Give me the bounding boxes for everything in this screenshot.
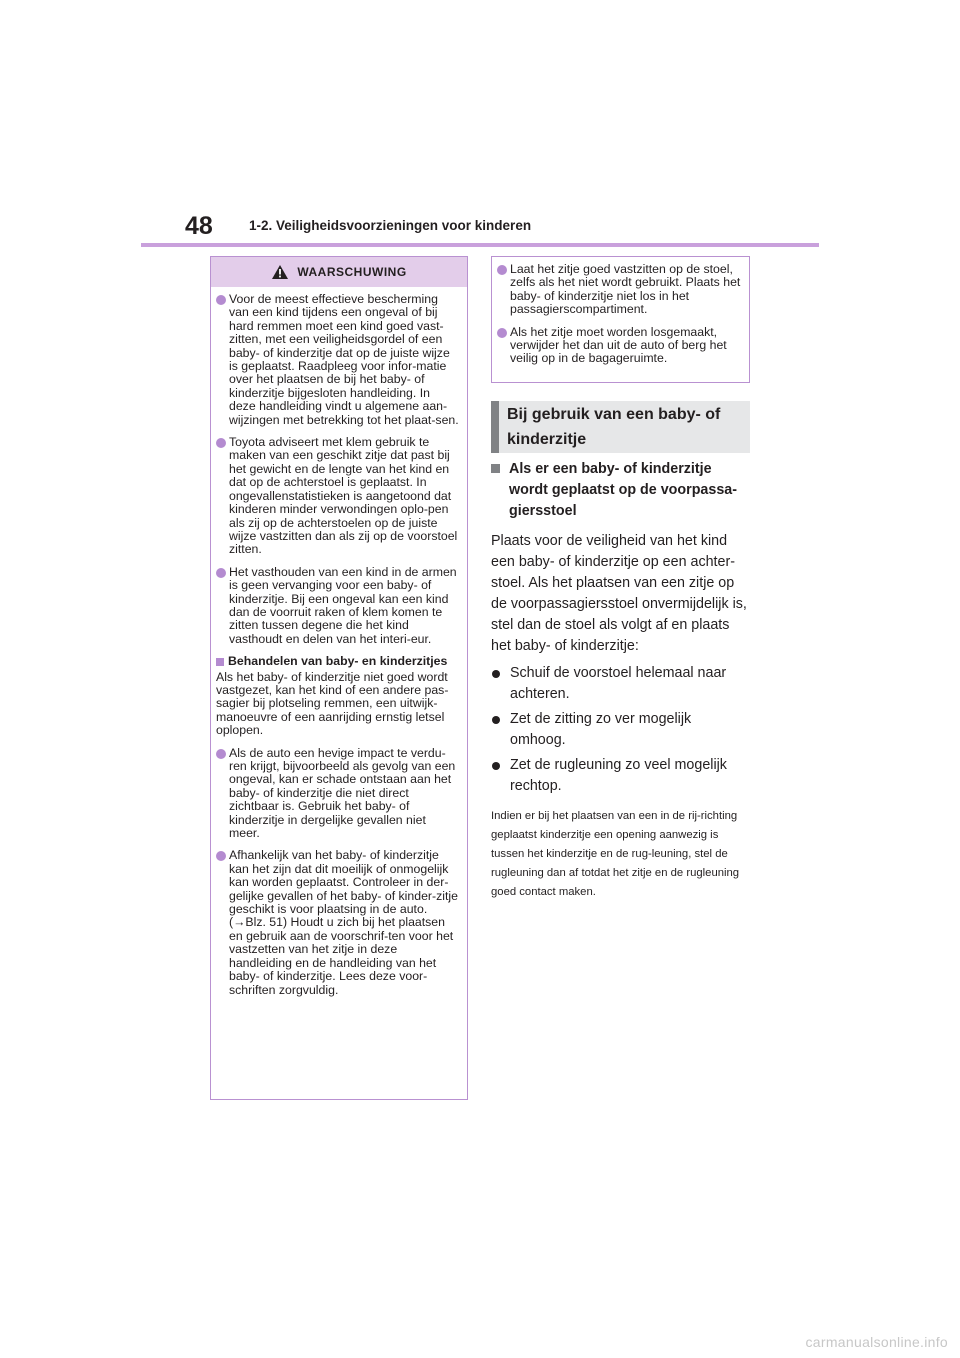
warning-triangle-icon <box>271 264 289 280</box>
warning-bullet <box>497 263 742 317</box>
warning-bullet <box>216 849 460 996</box>
warning-bullet-text: Als de auto een hevige impact te verdu-ren krijgt, bijvoorbeeld als gevolg van een ongeval, kan er schade ontstaan aan het baby- of kinderzitje die niet direct zichtbaar is. Gebruik het baby- of kinderzitje in dergelijke gevallen niet meer. <box>229 745 456 841</box>
warning-bullet <box>497 326 742 366</box>
header-divider <box>141 243 819 247</box>
warning-bullet <box>216 747 460 841</box>
warning-bullet-text: Toyota adviseert met klem gebruik te maken van een geschikt zitje dat past bij het gewicht en de lengte van het kind en dat op de achterstoel is geplaatst. In ongevallenstatistieken is aangetoond dat kinderen minder verwondingen oplo-pen als zij op de achterstoelen op de juiste wijze vastzitten dan als zij op de voorstoel zitten. <box>229 435 458 557</box>
bullet-dot-icon <box>216 851 226 861</box>
steps-list <box>491 663 750 797</box>
list-item <box>491 709 750 751</box>
warning-box <box>210 256 468 1100</box>
bullet-dot-icon <box>492 716 500 724</box>
square-bullet-icon <box>216 658 224 666</box>
body-paragraph: Plaats voor de veiligheid van het kind een baby- of kinderzitje op een achter-stoel. Als het plaatsen van een zitje op de voorpassagiersstoel onvermijdelijk is, stel dan de stoel als volgt af en plaats het baby- of kinderzitje: <box>491 533 747 654</box>
warning-subheading <box>216 655 460 668</box>
warning-bullet <box>216 436 460 557</box>
note-paragraph: Indien er bij het plaatsen van een in de rij-richting geplaatst kinderzitje een opening aanwezig is tussen het kinderzitje en de rug-leuning, stel de rugleuning dan af totdat het zitje en de rugleuning goed contact maken. <box>491 810 740 898</box>
watermark: carmanualsonline.info <box>805 1334 948 1350</box>
subsection-heading-text: Als er een baby- of kinderzitje wordt geplaatst op de voorpassa-giersstoel <box>509 461 737 519</box>
bullet-dot-icon <box>492 762 500 770</box>
warning-subheading-text: Behandelen van baby- en kinderzitjes <box>228 654 448 669</box>
warning-bullet-text: Als het zitje moet worden losgemaakt, verwijder het dan uit de auto of berg het veilig op in de bagageruimte. <box>510 324 727 366</box>
warning-header <box>211 257 467 287</box>
bullet-dot-icon <box>492 670 500 678</box>
section-title: 1-2. Veiligheidsvoorzieningen voor kinderen <box>249 218 532 233</box>
list-item-text: Zet de zitting zo ver mogelijk omhoog. <box>510 711 692 748</box>
bullet-dot-icon <box>216 438 226 448</box>
list-item-text: Schuif de voorstoel helemaal naar achteren. <box>510 665 727 702</box>
list-item <box>491 663 750 705</box>
square-bullet-icon <box>491 464 500 473</box>
bullet-dot-icon <box>216 295 226 305</box>
warning-bullet-text: Voor de meest effectieve bescherming van een kind tijdens een ongeval of bij hard remmen moet een kind goed vast-zitten, met een veiligheidsgordel of een baby- of kinderzitje dat op de juiste wijze is geplaatst. Raadpleeg voor infor-matie over het plaatsen de bij het baby- of kinderzitje bijgesloten handleiding. In deze handleiding vindt u algemene aan-wijzingen met betrekking tot het plaat-sen. <box>229 292 459 427</box>
page-number: 48 <box>185 212 213 240</box>
list-item <box>491 755 750 797</box>
warning-bullet-text: Het vasthouden van een kind in de armen is geen vervanging voor een baby- of kinderzitje. Bij een ongeval kan een kind dan de voorruit raken of klem komen te zitten tussen degene die het kind vasthoudt en delen van het interi-eur. <box>229 564 457 646</box>
list-item-text: Zet de rugleuning zo veel mogelijk rechtop. <box>510 757 727 794</box>
warning-body <box>211 287 467 997</box>
bullet-dot-icon <box>216 568 226 578</box>
warning-paragraph: Als het baby- of kinderzitje niet goed wordt vastgezet, kan het kind of een andere pas-sagier bij plotseling remmen, een uitwijk-manoeuvre of een aanrijding ernstig letsel oplopen. <box>216 669 449 738</box>
warning-bullet <box>216 293 460 427</box>
warning-continuation-box <box>491 256 750 383</box>
main-content <box>491 459 750 902</box>
warning-bullet-text: Afhankelijk van het baby- of kinderzitje kan het zijn dat dit moeilijk of onmogelijk kan worden geplaatst. Controleer in der-gelijke gevallen of het baby- of kinder-zitje geschikt is voor plaatsing in de auto. (→Blz. 51) Houdt u zich bij het plaatsen en gebruik aan de voorschrif-ten voor het vastzetten van het zitje in deze handleiding en de handleiding van het baby- of kinderzitje. Lees deze voor-schriften zorgvuldig. <box>229 848 458 997</box>
section-heading: Bij gebruik van een baby- of kinderzitje <box>491 401 750 453</box>
subsection-heading <box>491 459 750 522</box>
bullet-dot-icon <box>216 749 226 759</box>
bullet-dot-icon <box>497 328 507 338</box>
warning-bullet <box>216 566 460 646</box>
bullet-dot-icon <box>497 265 507 275</box>
warning-title: WAARSCHUWING <box>297 265 407 279</box>
warning-bullet-text: Laat het zitje goed vastzitten op de stoel, zelfs als het niet wordt gebruikt. Plaats het baby- of kinderzitje niet los in het passagierscompartiment. <box>510 262 741 317</box>
